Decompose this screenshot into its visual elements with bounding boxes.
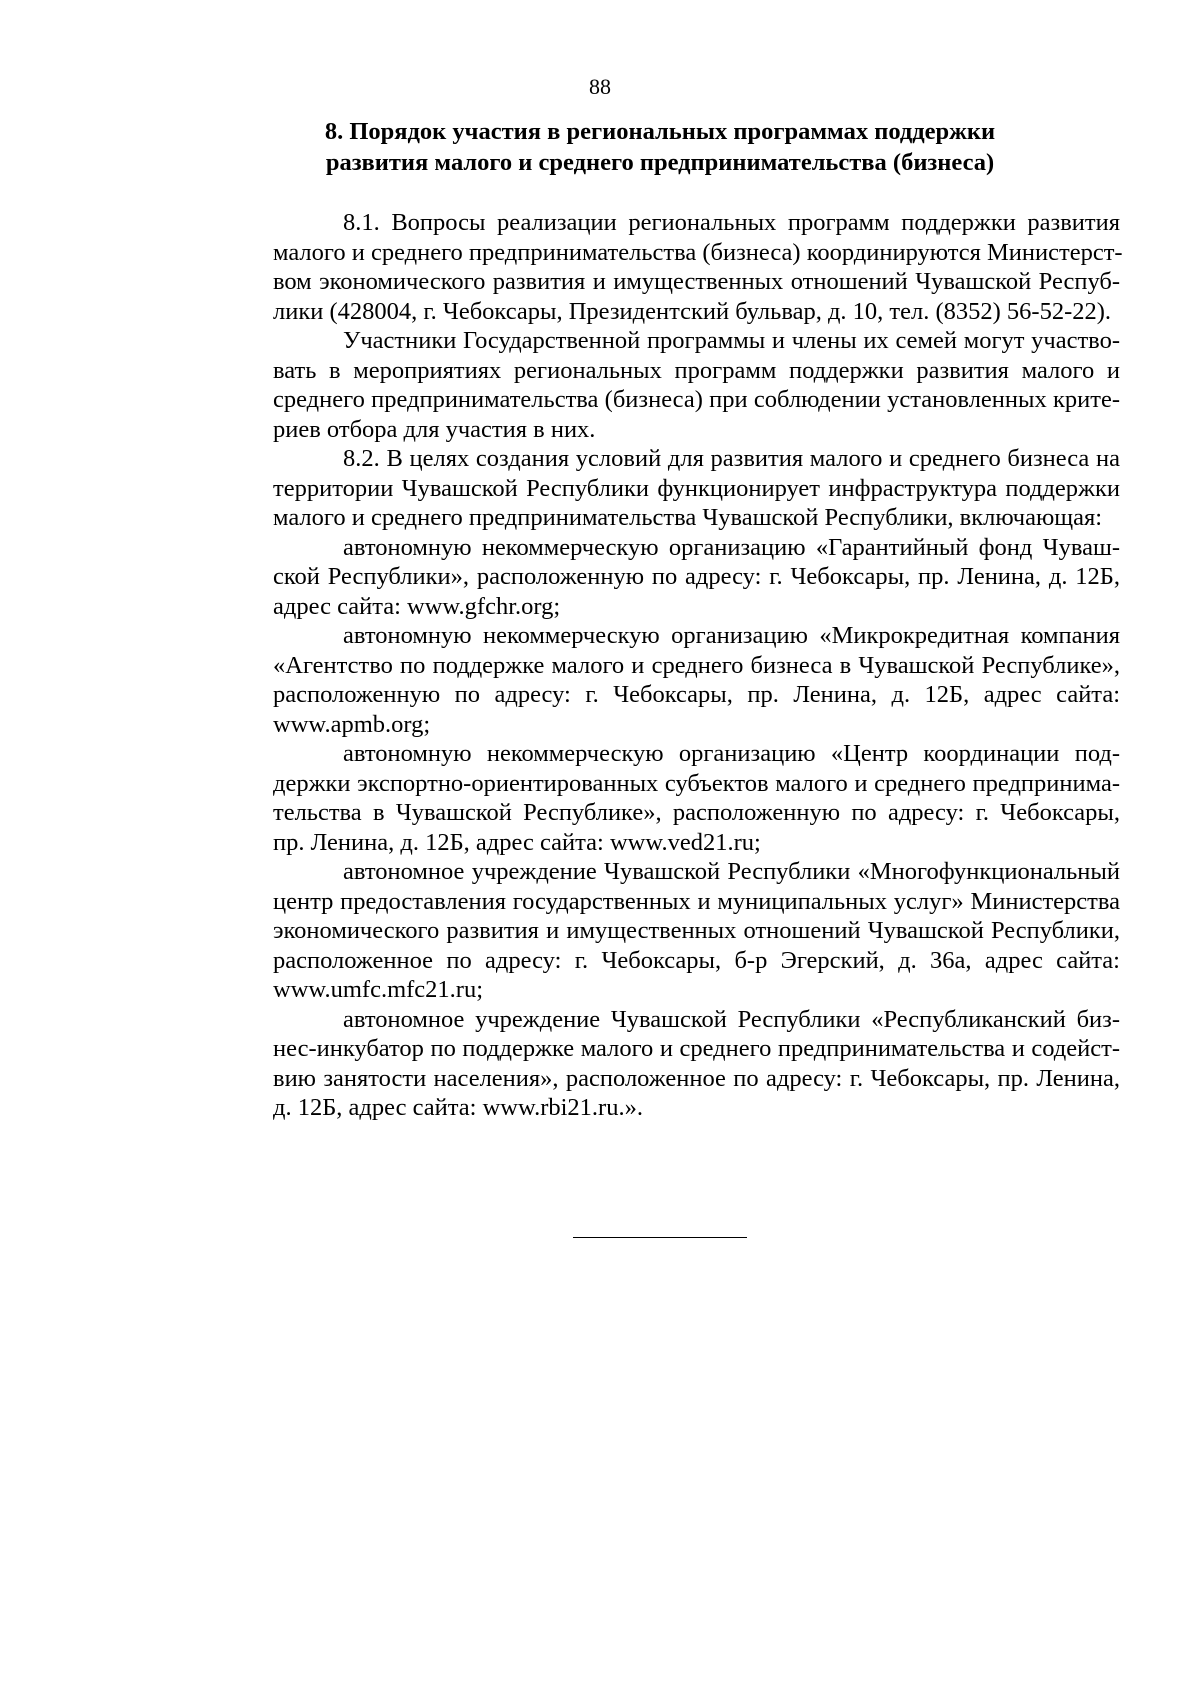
text-line: территории Чувашской Республики функционирует инфраструктура поддержки [273, 474, 1120, 502]
text-line: автономную некоммерческую организацию «Центр координации под- [343, 740, 1120, 767]
text-line: вом экономического развития и имущественных отношений Чувашской Респуб- [273, 268, 1120, 295]
list-item-guarantee-fund [203, 533, 1120, 622]
text-line: малого и среднего предпринимательства (бизнеса) координируются Министерст- [273, 238, 1123, 266]
text-line: «Агентство по поддержке малого и среднего бизнеса в Чувашской Республике», [273, 651, 1120, 679]
section-heading [200, 116, 1120, 178]
list-item-business-incubator [203, 1005, 1120, 1123]
text-line: среднего предпринимательства (бизнеса) при соблюдении установленных крите- [273, 386, 1120, 413]
document-body [203, 208, 1123, 1123]
text-line: вать в мероприятиях региональных программ поддержки развития малого и [273, 356, 1120, 384]
text-line: www.umfc.mfc21.ru; [273, 976, 484, 1003]
text-line: пр. Ленина, д. 12Б, адрес сайта: www.ved21.ru; [273, 828, 761, 856]
text-line: вию занятости населения», расположенное по адресу: г. Чебоксары, пр. Ленина, [273, 1064, 1120, 1092]
text-line: 8.2. В целях создания условий для развития малого и среднего бизнеса на [343, 445, 1120, 472]
text-line: адрес сайта: www.gfchr.org; [273, 592, 561, 620]
paragraph-participants [203, 326, 1120, 444]
text-line: Участники Государственной программы и члены их семей могут участво- [343, 327, 1120, 354]
end-separator-line [573, 1237, 747, 1238]
text-line: лики (428004, г. Чебоксары, Президентский бульвар, д. 10, тел. (8352) 56-52-22). [273, 297, 1112, 325]
text-line: нес-инкубатор по поддержке малого и среднего предпринимательства и содейст- [273, 1035, 1120, 1062]
list-item-export-center [203, 739, 1120, 857]
text-line: малого и среднего предпринимательства Чувашской Республики, включающая: [273, 504, 1103, 531]
text-line: расположенное по адресу: г. Чебоксары, б-р Эгерский, д. 36а, адрес сайта: [273, 946, 1120, 974]
text-line: риев отбора для участия в них. [273, 415, 596, 443]
text-line: экономического развития и имущественных отношений Чувашской Республики, [273, 917, 1120, 944]
text-line: автономную некоммерческую организацию «Гарантийный фонд Чуваш- [343, 533, 1120, 561]
paragraph-8-1 [203, 208, 1123, 326]
list-item-microcredit-company [203, 621, 1120, 739]
text-line: автономную некоммерческую организацию «Микрокредитная компания [343, 622, 1120, 649]
text-line: ской Республики», расположенную по адресу: г. Чебоксары, пр. Ленина, д. 12Б, [273, 563, 1120, 590]
text-line: автономное учреждение Чувашской Республики «Многофункциональный [343, 858, 1120, 885]
text-line: 8.1. Вопросы реализации региональных программ поддержки развития [343, 209, 1120, 236]
section-heading-line-2: развития малого и среднего предпринимательства (бизнеса) [325, 149, 995, 176]
page-number: 88 [589, 74, 611, 99]
text-line: держки экспортно-ориентированных субъектов малого и среднего предпринима- [273, 769, 1120, 797]
text-line: центр предоставления государственных и муниципальных услуг» Министерства [273, 887, 1120, 915]
text-line: расположенную по адресу: г. Чебоксары, пр. Ленина, д. 12Б, адрес сайта: [273, 681, 1120, 708]
list-item-mfc [203, 857, 1120, 1005]
text-line: д. 12Б, адрес сайта: www.rbi21.ru.». [273, 1094, 643, 1121]
paragraph-8-2 [203, 444, 1120, 533]
text-line: тельства в Чувашской Республике», расположенную по адресу: г. Чебоксары, [273, 799, 1120, 826]
text-line: автономное учреждение Чувашской Республики «Республиканский биз- [343, 1005, 1120, 1033]
text-line: www.apmb.org; [273, 710, 431, 738]
section-heading-line-1: 8. Порядок участия в региональных программах поддержки [324, 118, 996, 145]
